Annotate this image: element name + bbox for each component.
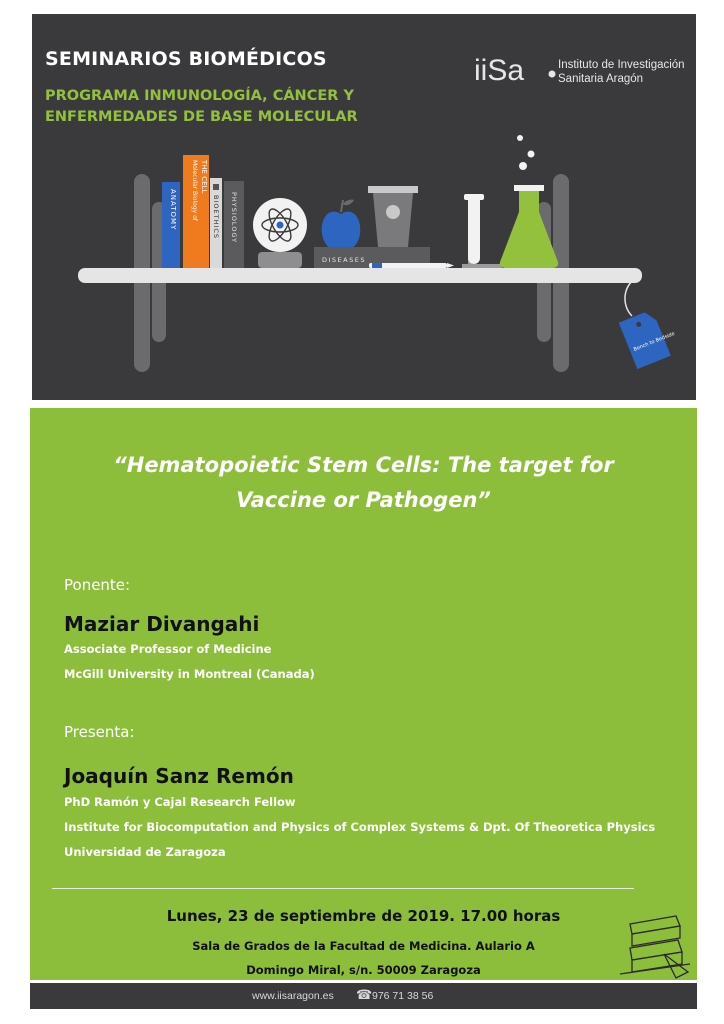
speaker-institution: McGill University in Montreal (Canada)	[64, 667, 315, 681]
book-physiology-label: PHYSIOLOGY	[230, 192, 238, 244]
shelf-bar	[78, 268, 642, 283]
lab-shelf-illustration	[32, 14, 696, 400]
presenter-label: Presenta:	[64, 723, 135, 741]
series-title: SEMINARIOS BIOMÉDICOS	[45, 48, 327, 70]
phone-icon: ☎	[356, 988, 373, 1003]
test-tube-icon	[462, 194, 502, 268]
talk-title-line2: Vaccine or Pathogen”	[236, 488, 491, 512]
book-cell-label-a: Molecular Biology of	[191, 160, 198, 221]
website-link[interactable]: www.iisaragon.es	[252, 990, 334, 1002]
book-cell-icon	[183, 155, 209, 268]
event-room: Sala de Grados de la Facultad de Medicina. Aulario A	[192, 939, 535, 953]
talk-title	[30, 448, 697, 518]
logo-line1: Instituto de Investigación	[558, 59, 685, 71]
presenter-affiliation	[64, 790, 655, 865]
book-cell-label-b: THE CELL	[200, 160, 208, 194]
talk-title-line1: “Hematopoietic Stem Cells: The target for	[113, 453, 614, 477]
presenter-university: Universidad de Zaragoza	[64, 845, 226, 859]
book-diseases-label: DISEASES	[322, 256, 366, 264]
speaker-label: Ponente:	[64, 576, 131, 594]
building-icon	[618, 914, 692, 980]
book-physiology-icon	[224, 181, 244, 268]
logo-line2: Sanitaria Aragón	[558, 73, 644, 85]
atom-globe-icon	[253, 198, 307, 268]
event-address: Domingo Miral, s/n. 50009 Zaragoza	[246, 963, 481, 977]
presenter-name: Joaquín Sanz Remón	[64, 764, 294, 788]
section-divider	[52, 888, 634, 889]
program-subtitle-line1: PROGRAMA INMUNOLOGÍA, CÁNCER Y	[45, 88, 354, 104]
logo-mark-text: iiSa	[474, 54, 525, 87]
price-tag-icon	[619, 277, 682, 369]
presenter-institution: Institute for Biocomputation and Physics of Complex Systems & Dpt. Of Theoretica Physics	[64, 820, 656, 834]
book-anatomy-icon	[162, 182, 180, 268]
tag-label: Bench to Bedside	[632, 330, 676, 353]
pen-icon	[369, 263, 454, 268]
apple-icon	[322, 200, 361, 250]
presenter-position: PhD Ramón y Cajal Research Fellow	[64, 795, 296, 809]
event-date: Lunes, 23 de septiembre de 2019. 17.00 horas	[166, 907, 561, 925]
coffee-cup-icon	[368, 186, 418, 247]
book-bioethics-icon	[210, 178, 222, 268]
book-anatomy-label: ANATOMY	[169, 189, 177, 231]
book-bioethics-label: BIOETHICS	[212, 195, 220, 240]
program-subtitle-line2: ENFERMEDADES DE BASE MOLECULAR	[45, 109, 358, 125]
flask-icon	[500, 135, 558, 268]
seminar-details-panel	[30, 408, 697, 980]
phone-number: 976 71 38 56	[372, 990, 434, 1002]
speaker-affiliation	[64, 637, 315, 687]
footer-bar	[30, 983, 697, 1009]
header-banner	[32, 14, 696, 400]
speaker-name: Maziar Divangahi	[64, 612, 260, 636]
event-location	[30, 934, 697, 982]
speaker-position: Associate Professor of Medicine	[64, 642, 272, 656]
